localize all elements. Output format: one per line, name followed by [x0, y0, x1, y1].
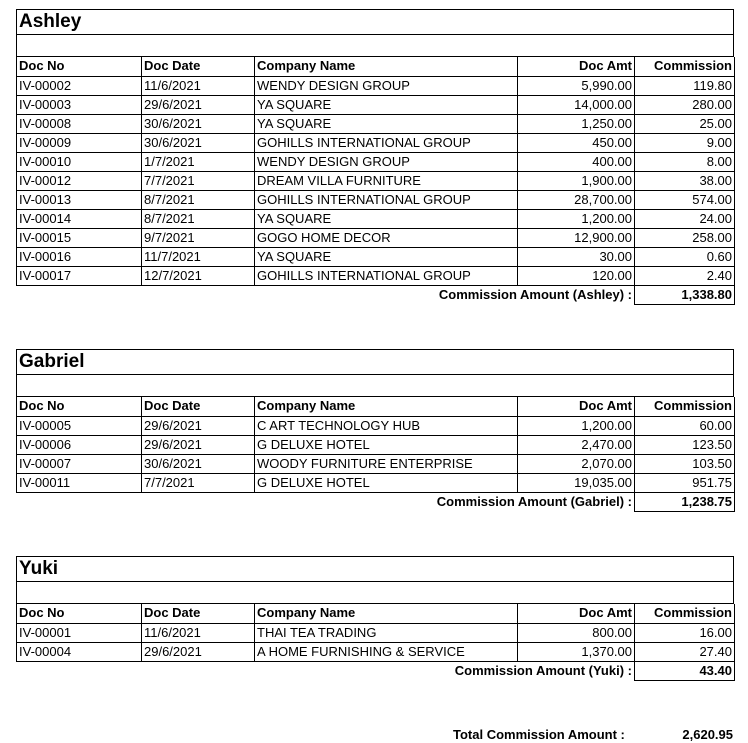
table-row	[17, 435, 735, 454]
salesperson-name: Ashley	[16, 9, 734, 35]
cell-doc-amt: 19,035.00	[518, 473, 635, 492]
cell-company: GOHILLS INTERNATIONAL GROUP	[255, 133, 518, 152]
grand-total-amount: 2,620.95	[682, 727, 733, 742]
cell-doc-no: IV-00011	[17, 473, 142, 492]
table-row	[17, 133, 735, 152]
table-row	[17, 642, 735, 661]
cell-commission: 38.00	[635, 171, 735, 190]
column-header-doc-amt: Doc Amt	[518, 57, 635, 76]
salesperson-group	[16, 9, 734, 305]
column-header-doc-no: Doc No	[17, 604, 142, 623]
cell-company: GOGO HOME DECOR	[255, 228, 518, 247]
cell-company: YA SQUARE	[255, 114, 518, 133]
cell-company: WENDY DESIGN GROUP	[255, 152, 518, 171]
cell-doc-no: IV-00003	[17, 95, 142, 114]
cell-doc-amt: 1,370.00	[518, 642, 635, 661]
cell-doc-no: IV-00002	[17, 76, 142, 95]
cell-doc-date: 30/6/2021	[142, 454, 255, 473]
table-row	[17, 247, 735, 266]
salesperson-group	[16, 556, 734, 681]
cell-doc-no: IV-00001	[17, 623, 142, 642]
cell-doc-amt: 1,900.00	[518, 171, 635, 190]
cell-doc-date: 11/7/2021	[142, 247, 255, 266]
cell-company: G DELUXE HOTEL	[255, 473, 518, 492]
cell-doc-amt: 2,070.00	[518, 454, 635, 473]
cell-company: THAI TEA TRADING	[255, 623, 518, 642]
grand-total-row	[0, 727, 748, 743]
column-header-company: Company Name	[255, 397, 518, 416]
cell-commission: 9.00	[635, 133, 735, 152]
table-row	[17, 228, 735, 247]
cell-company: C ART TECHNOLOGY HUB	[255, 416, 518, 435]
header-spacer	[16, 375, 734, 397]
cell-commission: 103.50	[635, 454, 735, 473]
table-row	[17, 266, 735, 285]
cell-doc-no: IV-00016	[17, 247, 142, 266]
cell-commission: 0.60	[635, 247, 735, 266]
subtotal-amount: 1,238.75	[635, 492, 735, 511]
cell-doc-no: IV-00007	[17, 454, 142, 473]
cell-doc-no: IV-00010	[17, 152, 142, 171]
cell-commission: 24.00	[635, 209, 735, 228]
cell-company: GOHILLS INTERNATIONAL GROUP	[255, 190, 518, 209]
subtotal-row	[17, 285, 735, 304]
column-header-doc-date: Doc Date	[142, 397, 255, 416]
cell-doc-amt: 28,700.00	[518, 190, 635, 209]
cell-commission: 280.00	[635, 95, 735, 114]
column-header-company: Company Name	[255, 604, 518, 623]
column-header-commission: Commission	[635, 57, 735, 76]
table-row	[17, 473, 735, 492]
column-header-doc-amt: Doc Amt	[518, 397, 635, 416]
cell-commission: 27.40	[635, 642, 735, 661]
cell-company: G DELUXE HOTEL	[255, 435, 518, 454]
cell-doc-date: 8/7/2021	[142, 190, 255, 209]
cell-doc-amt: 1,200.00	[518, 209, 635, 228]
cell-doc-date: 30/6/2021	[142, 114, 255, 133]
column-header-doc-date: Doc Date	[142, 57, 255, 76]
cell-company: WOODY FURNITURE ENTERPRISE	[255, 454, 518, 473]
cell-company: WENDY DESIGN GROUP	[255, 76, 518, 95]
subtotal-amount: 43.40	[635, 661, 735, 680]
salesperson-name: Gabriel	[16, 349, 734, 375]
table-row	[17, 190, 735, 209]
cell-commission: 60.00	[635, 416, 735, 435]
cell-company: YA SQUARE	[255, 209, 518, 228]
cell-company: YA SQUARE	[255, 247, 518, 266]
table-row	[17, 416, 735, 435]
cell-doc-no: IV-00004	[17, 642, 142, 661]
cell-doc-no: IV-00009	[17, 133, 142, 152]
commission-table	[16, 604, 735, 681]
cell-commission: 119.80	[635, 76, 735, 95]
table-row	[17, 95, 735, 114]
header-spacer	[16, 582, 734, 604]
cell-doc-date: 9/7/2021	[142, 228, 255, 247]
table-header-row	[17, 57, 735, 76]
cell-doc-date: 11/6/2021	[142, 623, 255, 642]
cell-doc-amt: 1,250.00	[518, 114, 635, 133]
table-row	[17, 454, 735, 473]
cell-commission: 2.40	[635, 266, 735, 285]
subtotal-label: Commission Amount (Gabriel) :	[436, 493, 632, 509]
cell-commission: 123.50	[635, 435, 735, 454]
cell-doc-no: IV-00017	[17, 266, 142, 285]
cell-doc-amt: 120.00	[518, 266, 635, 285]
cell-doc-date: 1/7/2021	[142, 152, 255, 171]
cell-doc-amt: 12,900.00	[518, 228, 635, 247]
commission-table	[16, 57, 735, 305]
cell-doc-no: IV-00005	[17, 416, 142, 435]
column-header-commission: Commission	[635, 397, 735, 416]
cell-doc-amt: 2,470.00	[518, 435, 635, 454]
table-row	[17, 171, 735, 190]
cell-doc-no: IV-00014	[17, 209, 142, 228]
cell-company: A HOME FURNISHING & SERVICE	[255, 642, 518, 661]
table-header-row	[17, 397, 735, 416]
cell-commission: 258.00	[635, 228, 735, 247]
column-header-company: Company Name	[255, 57, 518, 76]
cell-doc-amt: 800.00	[518, 623, 635, 642]
salesperson-name: Yuki	[16, 556, 734, 582]
subtotal-row	[17, 492, 735, 511]
table-row	[17, 114, 735, 133]
cell-doc-no: IV-00008	[17, 114, 142, 133]
subtotal-row	[17, 661, 735, 680]
table-row	[17, 623, 735, 642]
table-row	[17, 152, 735, 171]
cell-doc-date: 8/7/2021	[142, 209, 255, 228]
table-row	[17, 76, 735, 95]
table-header-row	[17, 604, 735, 623]
cell-doc-date: 29/6/2021	[142, 416, 255, 435]
column-header-doc-amt: Doc Amt	[518, 604, 635, 623]
cell-doc-no: IV-00012	[17, 171, 142, 190]
cell-doc-no: IV-00015	[17, 228, 142, 247]
cell-doc-no: IV-00006	[17, 435, 142, 454]
table-row	[17, 209, 735, 228]
cell-doc-date: 30/6/2021	[142, 133, 255, 152]
cell-doc-amt: 400.00	[518, 152, 635, 171]
cell-commission: 16.00	[635, 623, 735, 642]
column-header-commission: Commission	[635, 604, 735, 623]
cell-doc-amt: 450.00	[518, 133, 635, 152]
cell-company: YA SQUARE	[255, 95, 518, 114]
subtotal-label: Commission Amount (Yuki) :	[454, 662, 632, 678]
cell-doc-amt: 14,000.00	[518, 95, 635, 114]
header-spacer	[16, 35, 734, 57]
cell-doc-date: 29/6/2021	[142, 435, 255, 454]
cell-company: GOHILLS INTERNATIONAL GROUP	[255, 266, 518, 285]
cell-doc-date: 7/7/2021	[142, 171, 255, 190]
column-header-doc-no: Doc No	[17, 57, 142, 76]
cell-doc-date: 29/6/2021	[142, 642, 255, 661]
cell-doc-amt: 5,990.00	[518, 76, 635, 95]
cell-doc-no: IV-00013	[17, 190, 142, 209]
grand-total-label: Total Commission Amount :	[453, 727, 625, 742]
cell-commission: 951.75	[635, 473, 735, 492]
subtotal-amount: 1,338.80	[635, 285, 735, 304]
cell-commission: 574.00	[635, 190, 735, 209]
cell-doc-date: 12/7/2021	[142, 266, 255, 285]
cell-doc-amt: 30.00	[518, 247, 635, 266]
column-header-doc-no: Doc No	[17, 397, 142, 416]
cell-commission: 8.00	[635, 152, 735, 171]
cell-doc-date: 29/6/2021	[142, 95, 255, 114]
subtotal-label: Commission Amount (Ashley) :	[438, 286, 632, 302]
commission-table	[16, 397, 735, 512]
cell-commission: 25.00	[635, 114, 735, 133]
salesperson-group	[16, 349, 734, 512]
cell-company: DREAM VILLA FURNITURE	[255, 171, 518, 190]
cell-doc-date: 11/6/2021	[142, 76, 255, 95]
cell-doc-date: 7/7/2021	[142, 473, 255, 492]
cell-doc-amt: 1,200.00	[518, 416, 635, 435]
column-header-doc-date: Doc Date	[142, 604, 255, 623]
